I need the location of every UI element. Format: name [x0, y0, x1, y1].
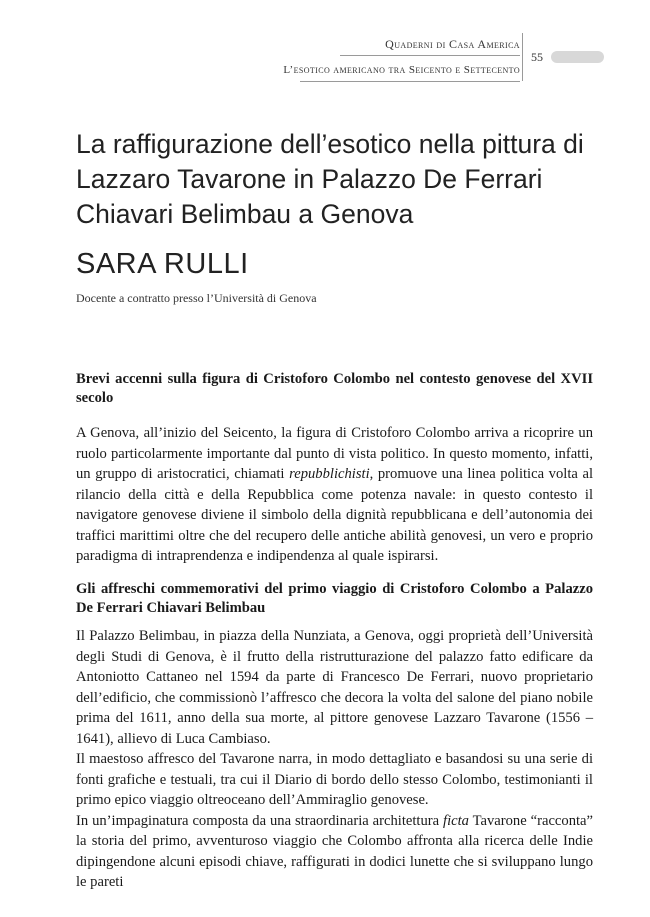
paragraph: Il Palazzo Belimbau, in piazza della Nunziata, a Genova, oggi proprietà dell’Università degli Studi di Genova, è il frutto della ristrutturazione del palazzo fatto edificare da Antoniotto Cattaneo nel 1594 da parte di Francesco De Ferrari, nuovo proprietario dell’edificio, che commissionò l’affresco che decora la volta del salone del piano nobile prima del 1611, anno della sua morte, al pittore genovese Lazzaro Tavarone (1556 – 1641), allievo di Luca Cambiaso.: [76, 628, 593, 747]
paragraph: Il maestoso affresco del Tavarone narra, in modo dettagliato e basandosi su una serie di fonti grafiche e testuali, tra cui il Diario di bordo dello stesso Colombo, testimonianti il primo epico viaggio oltreoceano dell’Ammiraglio genovese.: [76, 751, 593, 808]
paragraph-text: Tavarone “racconta” la storia del primo, avventuroso viaggio che Colombo affronta alla ricerca delle Indie dipingendone alcuni episodi chiave, raffigurati in dodici lunette che si sviluppano lungo le pareti: [76, 812, 593, 890]
section-heading-1: Brevi accenni sulla figura di Cristoforo Colombo nel contesto genovese del XVII secolo: [76, 371, 593, 406]
author-affiliation: Docente a contratto presso l’Università di Genova: [76, 291, 317, 305]
header-divider: [522, 33, 523, 81]
section-2-body: [76, 626, 593, 893]
running-header-subtitle: L’esotico americano tra Seicento e Settecento: [283, 64, 520, 76]
page-number: 55: [531, 50, 543, 64]
header-rule-bottom: [300, 81, 520, 82]
paragraph: [76, 811, 593, 893]
emphasis-term: ficta: [443, 812, 469, 829]
header-rule-top: [340, 55, 520, 56]
section-1-body: [76, 423, 593, 567]
section-heading-2: Gli affreschi commemorativi del primo viaggio di Cristoforo Colombo a Palazzo De Ferrari Chiavari Belimbau: [76, 581, 593, 616]
emphasis-term: repubblichisti: [289, 466, 370, 482]
paragraph-text: A Genova, all’inizio del Seicento, la figura di Cristoforo Colombo arriva a ricoprire un ruolo particolarmente importante dal punto di vista politico. In questo momento, infatti, un gruppo di aristocratici, chiamati: [76, 425, 593, 482]
page-tab-marker: [551, 51, 604, 63]
article-title: La raffigurazione dell’esotico nella pittura di Lazzaro Tavarone in Palazzo De Ferrari Chiavari Belimbau a Genova: [76, 129, 584, 229]
paragraph-text: , promuove una linea politica volta al rilancio della città e della Repubblica come potenza navale: in questo contesto il navigatore genovese diviene il simbolo della dignità repubblicana e dell’autonomia dei traffici marittimi oltre che del recupero delle antiche abilità genovesi, un vero e proprio paradigma di intraprendenza e indipendenza al quale ispirarsi.: [76, 466, 593, 564]
paragraph-text: In un’impaginatura composta da una straordinaria architettura: [76, 812, 444, 829]
paragraph: [76, 423, 593, 567]
running-header-series: Quaderni di Casa America: [385, 37, 520, 51]
author-name: SARA RULLI: [76, 248, 249, 280]
